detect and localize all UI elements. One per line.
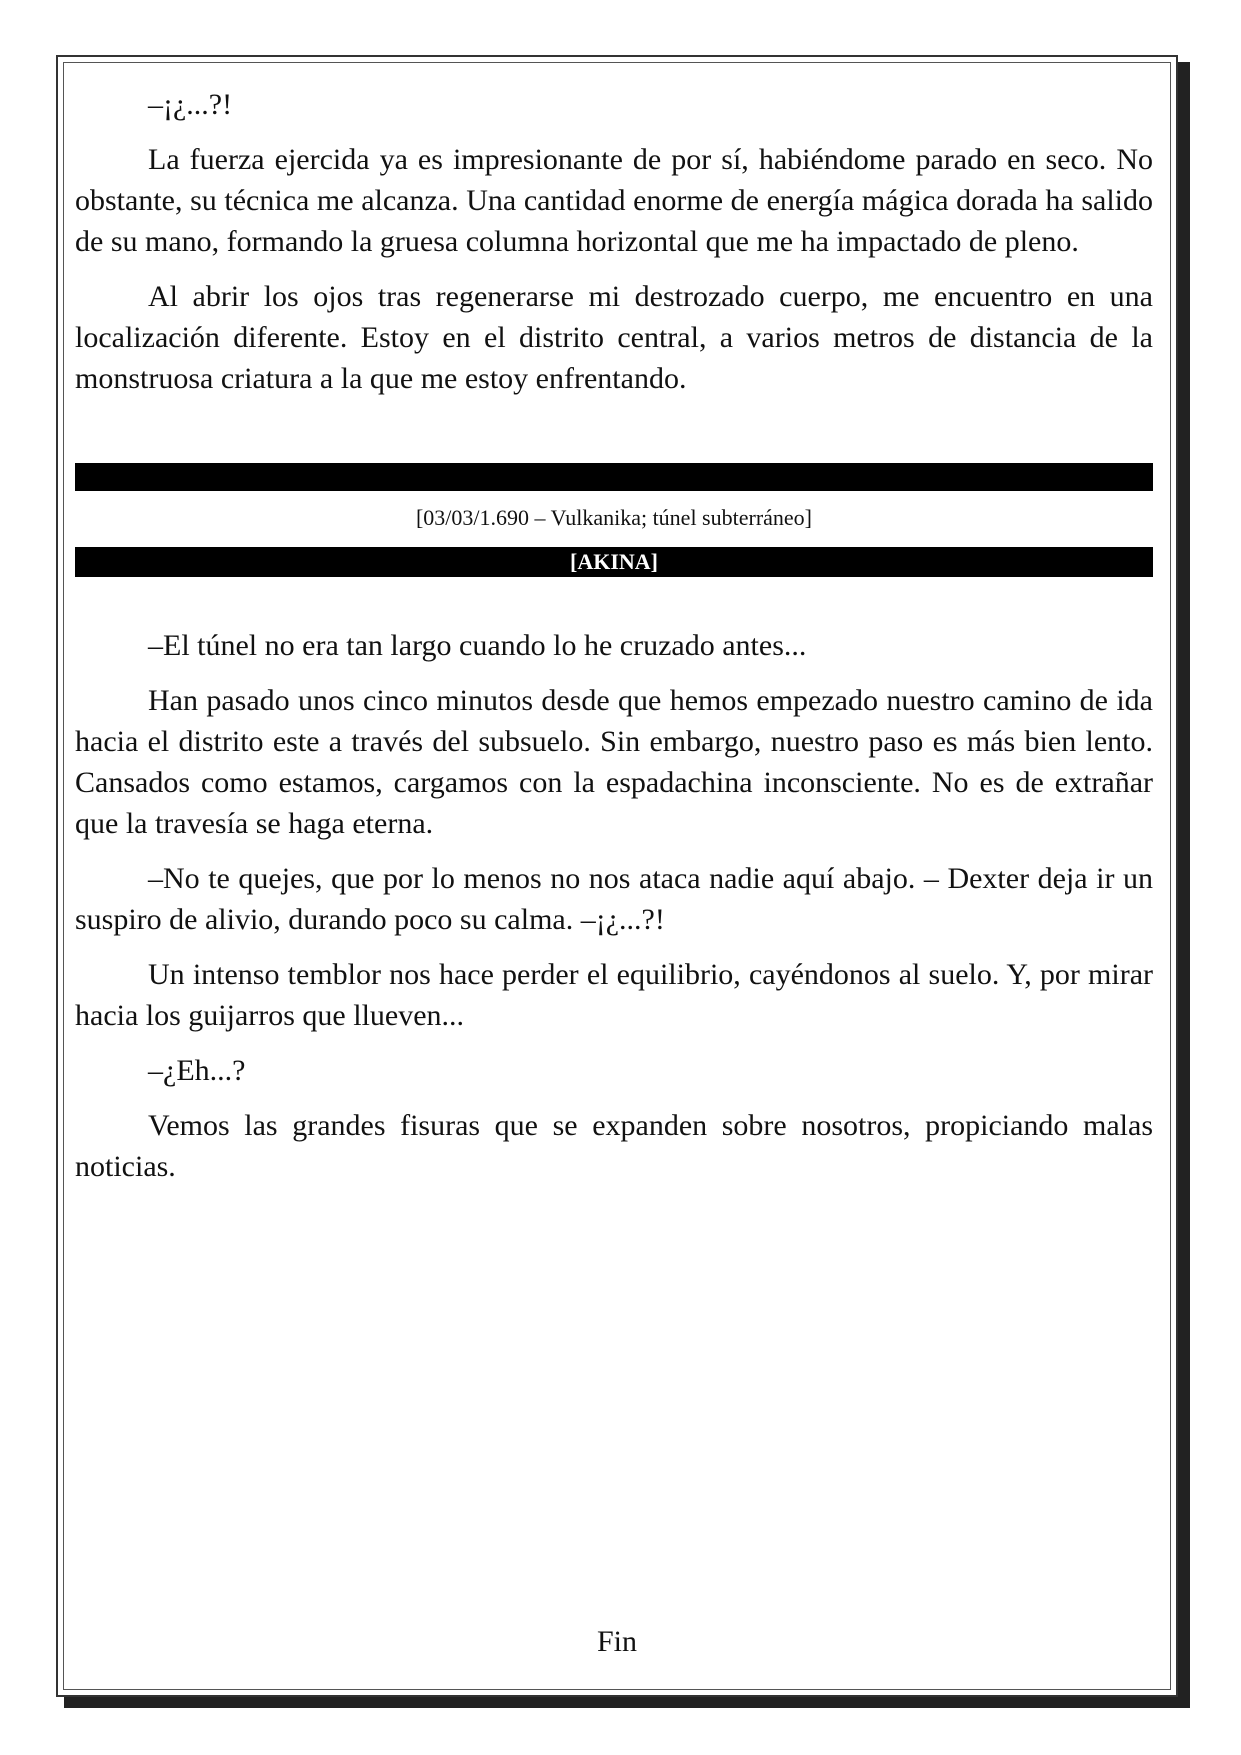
paragraph: –No te quejes, que por lo menos no nos ataca nadie aquí abajo. – Dexter deja ir un suspiro de alivio, durando poco su calma. –¡¿...?! — [75, 862, 1153, 936]
end-marker: Fin — [596, 1625, 638, 1658]
paragraph: Han pasado unos cinco minutos desde que hemos empezado nuestro camino de ida hacia el distrito este a través del subsuelo. Sin embargo, nuestro paso es más bien lento. Cansados como estamos, cargamos con la espadachina inconsciente. No es de extrañar que la travesía se haga eterna. — [75, 684, 1153, 840]
paragraph: –¡¿...?! — [148, 88, 233, 121]
paragraph: La fuerza ejercida ya es impresionante de por sí, habiéndome parado en seco. No obstante, su técnica me alcanza. Una cantidad enorme de energía mágica dorada ha salido de su mano, formando la gruesa columna horizontal que me ha impactado de pleno. — [75, 143, 1153, 258]
page-frame — [56, 55, 1178, 1697]
paragraph: –¿Eh...? — [148, 1054, 246, 1087]
paragraph: Un intenso temblor nos hace perder el equilibrio, cayéndonos al suelo. Y, por mirar hacia los guijarros que llueven... — [75, 958, 1153, 1032]
paragraph: Al abrir los ojos tras regenerarse mi destrozado cuerpo, me encuentro en una localización diferente. Estoy en el distrito central, a varios metros de distancia de la monstruosa criatura a la que me estoy enfrentando. — [75, 280, 1153, 395]
scene-divider-bar — [75, 463, 1153, 491]
page-content — [75, 84, 1153, 1201]
paragraph: –El túnel no era tan largo cuando lo he cruzado antes... — [148, 629, 807, 662]
scene-heading: [03/03/1.690 – Vulkanika; túnel subterráneo] — [415, 505, 813, 530]
paragraph: Vemos las grandes fisuras que se expanden sobre nosotros, propiciando malas noticias. — [75, 1109, 1153, 1183]
character-name-bar: [AKINA] — [75, 547, 1153, 577]
section-gap — [75, 413, 1153, 463]
